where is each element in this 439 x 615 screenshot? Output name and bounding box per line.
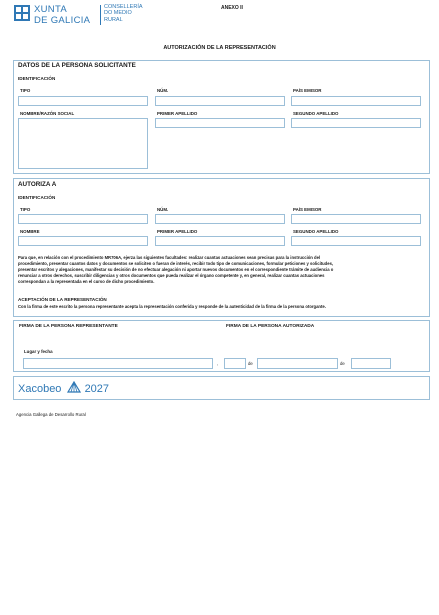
xacobeo-logo [18, 381, 109, 395]
agency-name: Agencia Gallega de Desarrollo Rural [16, 412, 86, 417]
xunta-logo-text [34, 4, 90, 26]
department-name [104, 4, 143, 23]
authorized-tipo-field[interactable] [18, 214, 148, 224]
representative-signature-label: FIRMA DE LA PERSONA REPRESENTANTE [19, 324, 118, 329]
dept-line-1: CONSELLERÍA [104, 4, 143, 10]
authorized-apellido1-field[interactable] [155, 236, 285, 246]
applicant-tipo-label: TIPO [20, 88, 31, 93]
applicant-tipo-field[interactable] [18, 96, 148, 106]
acceptance-title: ACEPTACIÓN DE LA REPRESENTACIÓN [18, 297, 107, 302]
authorized-pais-label: PAÍS EMISOR [293, 207, 322, 212]
authorized-apellido2-label: SEGUNDO APELLIDO [293, 229, 339, 234]
de-label-1: de [248, 361, 253, 366]
xacobeo-year: 2027 [84, 383, 110, 395]
paragraph-line: procedimiento, presentar cuantos datos y documentos se soliciten o fueran de interés, recibir todo tipo de comunicaciones, formular peticiones y solicitudes, [18, 261, 334, 266]
authorized-signature-label: FIRMA DE LA PERSONA AUTORIZADA [226, 324, 315, 329]
de-label-2: de [340, 361, 345, 366]
logo-line-1: XUNTA [34, 4, 67, 15]
authorization-paragraph [18, 255, 426, 285]
dept-line-3: RURAL [104, 16, 123, 23]
day-field[interactable] [224, 358, 246, 369]
authorizes-section-title: AUTORIZA A [18, 181, 57, 188]
authorized-tipo-label: TIPO [20, 207, 31, 212]
authorized-apellido1-label: PRIMER APELLIDO [157, 229, 198, 234]
annex-label: ANEXO II [221, 5, 243, 11]
logo-line-2: DE GALICIA [34, 15, 91, 26]
authorized-nombre-label: NOMBRE [20, 229, 40, 234]
applicant-num-label: NÚM. [157, 88, 169, 93]
applicant-identification-label: IDENTIFICACIÓN [18, 76, 56, 81]
comma-separator: , [217, 361, 219, 366]
applicant-apellido2-field[interactable] [291, 118, 421, 128]
paragraph-line: renunciar a otros derechos, suscribir diligencias y otros documentos que pueda realizar el órgano competente y, en general, realizar cuantas actuaciones [18, 273, 325, 278]
applicant-apellido2-label: SEGUNDO APELLIDO [293, 111, 339, 116]
applicant-pais-label: PAÍS EMISOR [293, 88, 322, 93]
paragraph-line: correspondan a la representada en el curso de dicho procedimiento. [18, 279, 155, 284]
paragraph-line: presentar escritos y alegaciones, manifestar su decisión de no efectuar alegación ni aportar nuevos documentos en el correspondiente trámite de audiencia o [18, 267, 334, 272]
authorized-num-field[interactable] [155, 214, 285, 224]
paragraph-line: Para que, en relación con el procedimiento MR706A, ejerza las siguientes facultades: realizar cuantas actuaciones sean precisas para la instrucción del [18, 255, 321, 260]
year-field[interactable] [351, 358, 391, 369]
applicant-num-field[interactable] [155, 96, 285, 106]
xunta-logo-icon [14, 5, 30, 21]
logo-separator [100, 5, 101, 25]
applicant-apellido1-label: PRIMER APELLIDO [157, 111, 198, 116]
authorized-num-label: NÚM. [157, 207, 169, 212]
place-date-label: Lugar y fecha [24, 349, 53, 354]
authorized-pais-field[interactable] [291, 214, 421, 224]
applicant-apellido1-field[interactable] [155, 118, 285, 128]
month-field[interactable] [257, 358, 338, 369]
applicant-pais-field[interactable] [291, 96, 421, 106]
place-field[interactable] [23, 358, 213, 369]
authorized-apellido2-field[interactable] [291, 236, 421, 246]
acceptance-text: Con la firma de este escrito la persona representante acepta la representación conferida y responde de la autenticidad de la firma de la persona otorgante. [18, 304, 326, 309]
applicant-nombre-label: NOMBRE/RAZÓN SOCIAL [20, 111, 75, 116]
xacobeo-shell-icon [67, 381, 81, 393]
xacobeo-text: Xacobeo [18, 383, 62, 395]
document-title: AUTORIZACIÓN DE LA REPRESENTACIÓN [163, 45, 276, 51]
applicant-section-title: DATOS DE LA PERSONA SOLICITANTE [18, 62, 136, 69]
authorized-nombre-field[interactable] [18, 236, 148, 246]
applicant-nombre-field[interactable] [18, 118, 148, 169]
dept-line-2: DO MEDIO [104, 10, 132, 17]
authorizes-identification-label: IDENTIFICACIÓN [18, 195, 56, 200]
